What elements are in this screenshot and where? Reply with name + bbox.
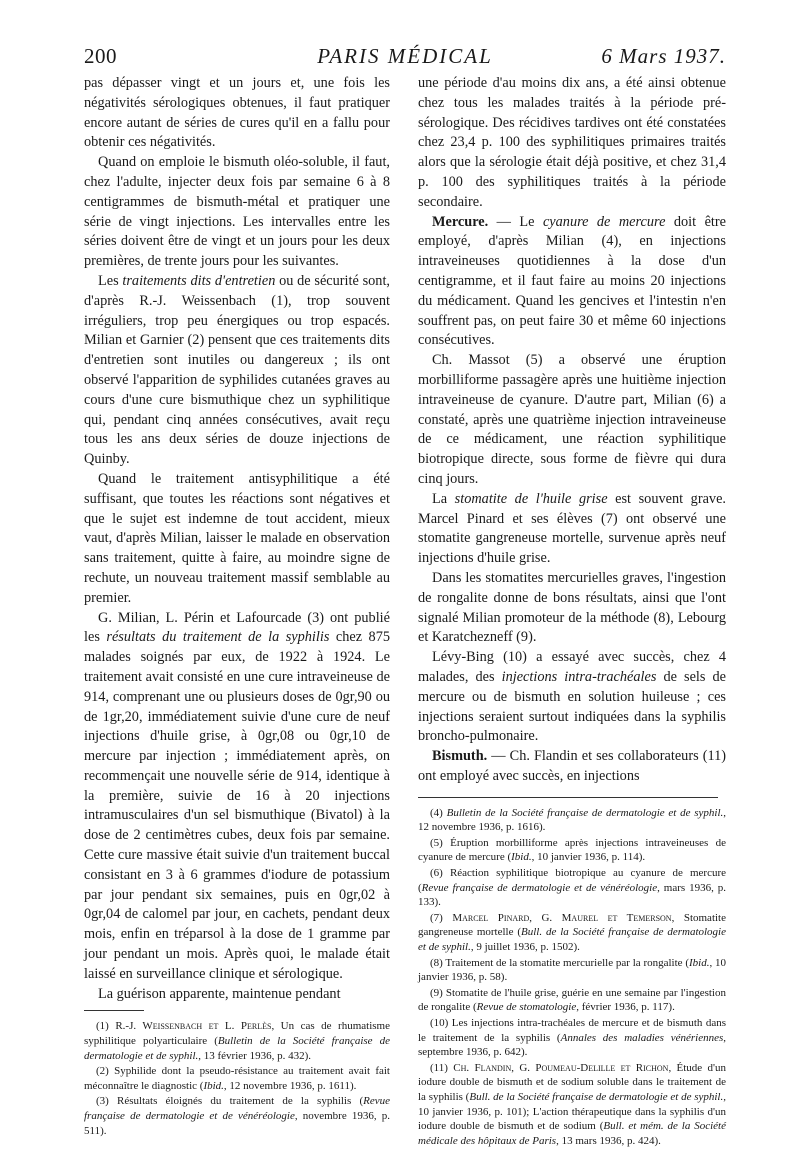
footnote: (8) Traitement de la stomatite mercurielle par la rongalite (Ibid., 10 janvier 1936, p. 58). [418, 956, 726, 984]
paragraph: Lévy-Bing (10) a essayé avec succès, chez 4 malades, des injections intra-trachéales de sels de mercure ou de bismuth en solution huileuse ; ces injections seraient surtout indiquées dans la syphilis broncho-pulmonaire. [418, 649, 727, 745]
footnote: (1) R.-J. Weissenbach et L. Perlès, Un cas de rhumatisme syphilitique polyarticulaire (Bulletin de la Société française de dermatologie et de syphil., 13 février 1936, p. 432). [84, 1020, 390, 1062]
paragraph: Dans les stomatites mercurielles graves, l'ingestion de rongalite donne de bons résultats, ainsi que l'ont signalé Milian promoteur de la méthode (8), Lebourg et Karatchezneff (9). [418, 569, 726, 646]
footnote: (4) Bulletin de la Société française de dermatologie et de syphil., 12 novembre 1936, p. 1616). [418, 806, 726, 834]
footnote: (9) Stomatite de l'huile grise, guérie en une semaine par l'ingestion de rongalite (Revue de stomatologie, février 1936, p. 117). [418, 986, 726, 1014]
paragraph: La guérison apparente, maintenue pendant [98, 985, 341, 1002]
footnote: (10) Les injections intra-trachéales de mercure et de bismuth dans le traitement de la syphilis (Annales des maladies vénériennes, septembre 1936, p. 642). [418, 1017, 726, 1059]
page-header [84, 44, 726, 72]
section-heading: Mercure. [432, 213, 489, 230]
issue-date: 6 Mars 1937. [601, 44, 726, 68]
left-footnotes [84, 1019, 390, 1138]
paragraph: Ch. Massot (5) a observé une éruption morbilliforme passagère après une huitième injection intraveineuse de cyanure. D'autre part, Milian (6) a constaté, après une quatrième injection intraveineuse de ce médicament, une réaction syphilitique biotropique directe, sous forme de fièvre qui dura cinq jours. [418, 352, 726, 487]
right-column [418, 74, 726, 1149]
paragraph: Quand on emploie le bismuth oléo-soluble, il faut, chez l'adulte, injecter deux fois par semaine 6 à 8 centigrammes de bismuth-métal et pratiquer une série de vingt injections. Les intervalles entre les séries doivent être de vingt et un jours pour les deux premières, de trente jours pour les suivantes. [84, 154, 390, 270]
paragraph: Les traitements dits d'entretien ou de sécurité sont, d'après R.-J. Weissenbach (1), trop souvent irréguliers, trop peu énergiques ou trop espacés. Milian et Garnier (2) pensent que ces traitements dits d'entretien sont inutiles ou dangereux ; ils ont observé l'apparition de syphilides cutanées graves au cours d'une cure bismuthique chez un syphilitique qui, pendant cinq années consécutives, avait reçu tous les ans deux séries de douze injections de Quinby. [84, 272, 390, 468]
paragraph: Quand le traitement antisyphilitique a été suffisant, que toutes les réactions sont négatives et que le sujet est indemne de tout accident, mieux vaut, d'après Milian, laisser le malade en observation sans traitement, quitte à faire, au moindre signe de rechute, un nouveau traitement massif semblable au premier. [84, 470, 390, 606]
paragraph: La stomatite de l'huile grise est souvent grave. Marcel Pinard et ses élèves (7) ont observé une stomatite gangreneuse mortelle, survenue après neuf injections d'huile grise. [418, 490, 726, 567]
right-footnotes [418, 806, 726, 1149]
footnote: (3) Résultats éloignés du traitement de la syphilis (Revue française de dermatologie et de vénéréologie, novembre 1936, p. 511). [84, 1095, 390, 1137]
footnote: (6) Réaction syphilitique biotropique au cyanure de mercure (Revue française de dermatologie et de vénéréologie, mars 1936, p. 133). [418, 867, 726, 909]
footnote-divider [84, 1010, 144, 1011]
footnote: (11) Ch. Flandin, G. Poumeau-Delille et Richon, Étude d'un iodure double de bismuth et de sodium soluble dans le traitement de la syphilis (Bull. de la Société française de dermatologie et de syphil., 10 janvier 1936, p. 101); L'action thérapeutique dans la syphilis d'un iodure double de bismuth et de sodium (Bull. et mém. de la Société médicale des hôpitaux de Paris, 13 mars 1936, p. 424). [418, 1061, 727, 1147]
paragraph: Bismuth. — Ch. Flandin et ses collaborateurs (11) ont employé avec succès, en injections [418, 748, 726, 784]
footnote: (7) Marcel Pinard, G. Maurel et Temerson, Stomatite gangreneuse mortelle (Bull. de la Société française de dermatologie et de syphil., 9 juillet 1936, p. 1502). [418, 911, 726, 954]
left-column [84, 74, 390, 1139]
footnote: (2) Syphilide dont la pseudo-résistance au traitement avait fait méconnaître le diagnostic (Ibid., 12 novembre 1936, p. 1611). [84, 1065, 390, 1092]
paragraph: pas dépasser vingt et un jours et, une fois les négativités sérologiques obtenues, il faut pratiquer encore autant de séries de cures qu'il en a fallu pour obtenir ces négativités. [84, 75, 390, 151]
footnote: (5) Éruption morbilliforme après injections intraveineuses de cyanure de mercure (Ibid., 10 janvier 1936, p. 114). [418, 836, 726, 864]
section-heading: Bismuth. [432, 748, 488, 765]
journal-title: PARIS MÉDICAL [317, 44, 493, 68]
paragraph: G. Milian, L. Périn et Lafourcade (3) ont publié les résultats du traitement de la syphilis chez 875 malades soignés par eux, de 1922 à 1924. Le traitement avait consisté en une cure intraveineuse de 914, comprenant une ou plusieurs doses de 0gr,90 ou de 1gr,20, immédiatement suivie d'une cure de neuf injections d'huile grise, à 0gr,08 ou 0gr,10 de mercure par injection ; immédiatement après, on recommençait une nouvelle série de 914, identique à la première, suivie de 16 à 20 injections intramusculaires d'un sel bismuthique (Bivatol) à la dose de 2 centimètres cubes, deux fois par semaine. Cette cure massive était suivie d'un traitement buccal consistant en 3 à 6 grammes d'iodure de potassium par jour pendant six semaines, puis en 0gr,02 à 0gr,04 de calomel par jour, en cachets, pendant deux mois, enfin en tréparsol à la dose de 1 gramme par jour pendant un mois. Après quoi, le malade était laissé en surveillance clinique et sérologique. [84, 609, 390, 982]
page-number: 200 [84, 44, 117, 68]
paragraph: Mercure. — Le cyanure de mercure doit être employé, d'après Milian (4), en injections intraveineuses quotidiennes à la dose d'un centigramme, et il faut faire au moins 20 injections du médicament. Quand les gencives et l'intestin n'en souffrent pas, on peut faire 30 et même 60 injections consécutives. [418, 213, 726, 349]
footnote-divider [418, 797, 718, 798]
paragraph: une période d'au moins dix ans, a été ainsi obtenue chez tous les malades traités à la période pré-sérologique. Des récidives tardives ont été constatées chez 23,4 p. 100 des syphilitiques primaires traités alors que la sérologie était déjà positive, et chez 31,4 p. 100 des syphilitiques traités à la période secondaire. [418, 75, 726, 210]
